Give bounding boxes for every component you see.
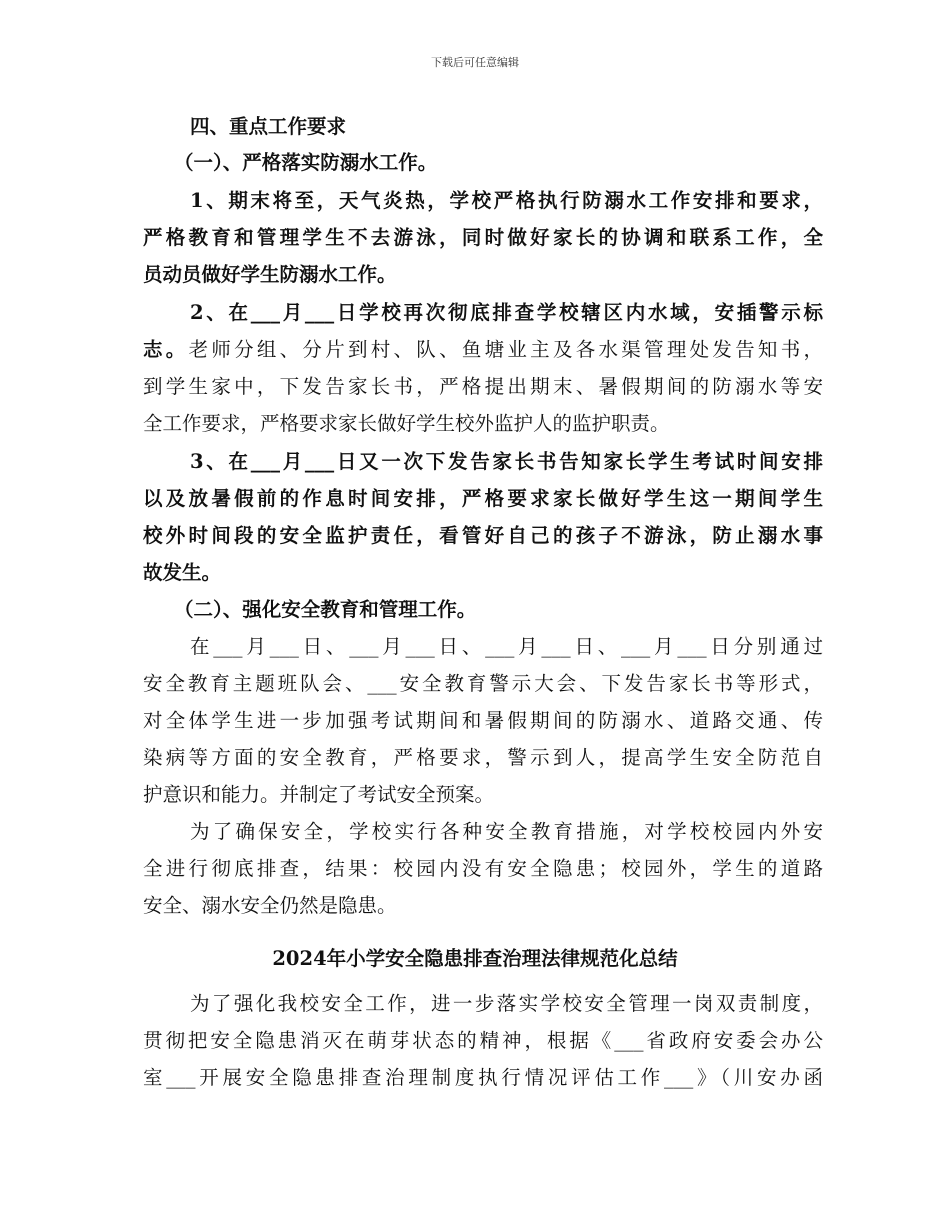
paragraph-line: 全工作要求，严格要求家长做好学生校外监护人的监护职责。 bbox=[143, 412, 670, 435]
page-header: 下载后可任意编辑 bbox=[431, 56, 519, 69]
paragraph-line: 3、在___月___日又一次下发告家长书告知家长学生考试时间安排 bbox=[190, 450, 823, 473]
paragraph-line-mixed bbox=[143, 337, 823, 363]
paragraph-line: 以及放暑假前的作息时间安排，严格要求家长做好学生这一期间学生 bbox=[143, 487, 823, 510]
paragraph-line: 护意识和能力。并制定了考试安全预案。 bbox=[143, 783, 495, 806]
paragraph-line: 严格教育和管理学生不去游泳，同时做好家长的协调和联系工作，全 bbox=[143, 226, 823, 249]
paragraph-line: 为了强化我校安全工作，进一步落实学校安全管理一岗双责制度， bbox=[190, 992, 823, 1015]
paragraph-line: 到学生家中，下发告家长书，严格提出期末、暑假期间的防溺水等安 bbox=[143, 375, 823, 398]
paragraph-line: 1、期末将至，天气炎热，学校严格执行防溺水工作安排和要求， bbox=[190, 189, 823, 212]
paragraph-line: 2、在___月___日学校再次彻底排查学校辖区内水域，安插警示标 bbox=[190, 301, 823, 324]
subsection-heading-1: （一）、严格落实防溺水工作。 bbox=[174, 151, 438, 174]
paragraph-line: 对全体学生进一步加强考试期间和暑假期间的防溺水、道路交通、传 bbox=[143, 709, 823, 732]
paragraph-bold-tail: 志。 bbox=[143, 338, 189, 361]
section-heading: 四、重点工作要求 bbox=[190, 115, 347, 138]
paragraph-line: 全进行彻底排查，结果：校园内没有安全隐患；校园外，学生的道路 bbox=[143, 857, 823, 880]
paragraph-line: 故发生。 bbox=[143, 561, 222, 584]
subsection-heading-2: （二）、强化安全教育和管理工作。 bbox=[174, 598, 477, 621]
paragraph-line: 安全教育主题班队会、___安全教育警示大会、下发告家长书等形式， bbox=[143, 672, 823, 695]
paragraph-line: 安全、溺水安全仍然是隐患。 bbox=[143, 894, 397, 917]
paragraph-line: 染病等方面的安全教育，严格要求，警示到人，提高学生安全防范自 bbox=[143, 746, 823, 769]
paragraph-text: 老师分组、分片到村、队、鱼塘业主及各水渠管理处发告知书， bbox=[188, 338, 823, 361]
paragraph-line: 贯彻把安全隐患消灭在萌芽状态的精神，根据《___省政府安委会办公 bbox=[143, 1029, 823, 1052]
paragraph-line: 为了确保安全，学校实行各种安全教育措施，对学校校园内外安 bbox=[190, 820, 823, 843]
paragraph-line: 员动员做好学生防溺水工作。 bbox=[143, 263, 397, 286]
document-title: 2024年小学安全隐患排查治理法律规范化总结 bbox=[272, 947, 678, 970]
paragraph-line: 校外时间段的安全监护责任，看管好自己的孩子不游泳，防止溺水事 bbox=[143, 524, 823, 547]
paragraph-line: 在___月___日、___月___日、___月___日、___月___日分别通过 bbox=[190, 635, 823, 658]
paragraph-line: 室___开展安全隐患排查治理制度执行情况评估工作___》（川安办函 bbox=[143, 1066, 823, 1089]
